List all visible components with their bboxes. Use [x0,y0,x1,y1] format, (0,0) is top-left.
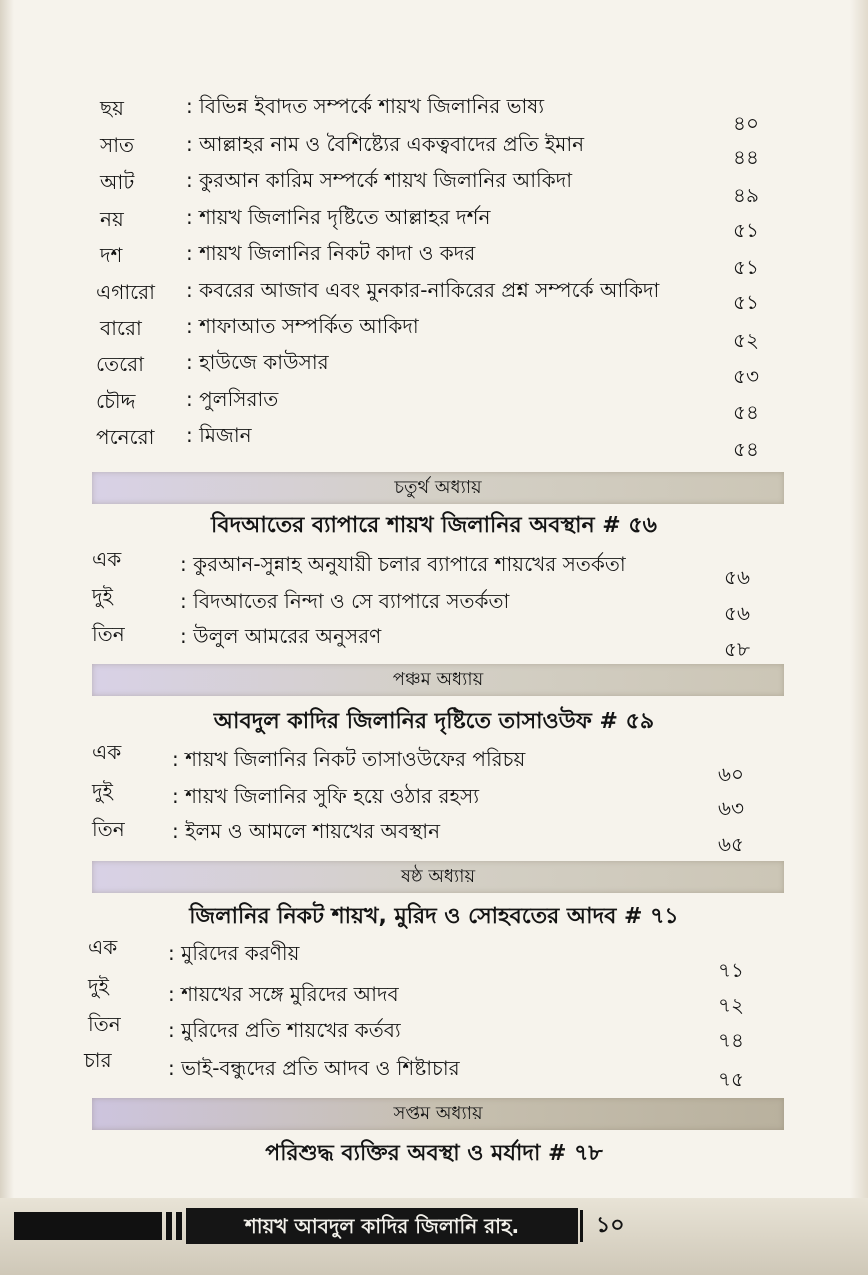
toc-title[interactable]: : শায়খ জিলানির দৃষ্টিতে আল্লাহর দর্শন [186,205,491,229]
toc-title[interactable]: : শায়খ জিলানির সুফি হয়ে ওঠার রহস্য [172,784,480,808]
toc-title[interactable]: : পুলসিরাত [186,387,279,411]
toc-page: ৫৪ [733,400,759,424]
chapter-5-band: পঞ্চম অধ্যায় [92,664,784,696]
toc-title[interactable]: : মিজান [186,423,252,447]
chapter-7-title[interactable]: পরিশুদ্ধ ব্যক্তির অবস্থা ও মর্যাদা # ৭৮ [265,1141,603,1166]
toc-title[interactable]: : ইলম ও আমলে শায়খের অবস্থান [172,819,441,843]
chapter-7-band: সপ্তম অধ্যায় [92,1098,784,1130]
toc-title[interactable]: : ভাই-বন্ধুদের প্রতি আদব ও শিষ্টাচার [168,1056,460,1080]
page-edge-right [850,0,868,1275]
toc-title[interactable]: : শায়খ জিলানির নিকট কাদা ও কদর [186,241,476,265]
toc-page: ৫১ [733,290,759,314]
footer-black-bar [14,1212,162,1240]
toc-label: বারো [100,316,142,340]
toc-label: সাত [100,133,135,157]
toc-label: তিন [88,1012,121,1036]
toc-title[interactable]: : হাউজে কাউসার [186,350,329,374]
toc-title[interactable]: : শায়খ জিলানির নিকট তাসাওউফের পরিচয় [172,747,526,771]
chapter-5-title[interactable]: আবদুল কাদির জিলানির দৃষ্টিতে তাসাওউফ # ৫৯ [213,709,655,734]
toc-label: এক [88,935,118,959]
toc-page: ৬৫ [718,832,744,856]
toc-title[interactable]: : কবরের আজাব এবং মুনকার-নাকিরের প্রশ্ন সম্পর্কে আকিদা [186,278,660,302]
toc-page: ৫৮ [724,637,750,661]
toc-page: ৪৪ [733,145,759,169]
toc-page: ৬০ [718,762,745,786]
chapter-4-title[interactable]: বিদআতের ব্যাপারে শায়খ জিলানির অবস্থান # ৫৬ [211,513,657,538]
toc-title[interactable]: : শায়খের সঙ্গে মুরিদের আদব [168,982,399,1006]
toc-page: ৫৪ [733,437,759,461]
toc-label: চৌদ্দ [96,389,136,413]
toc-title[interactable]: : শাফাআত সম্পর্কিত আকিদা [186,314,419,338]
footer-separator [580,1210,583,1242]
toc-label: চার [84,1048,112,1072]
chapter-6-band: ষষ্ঠ অধ্যায় [92,861,784,893]
toc-label: নয় [100,207,124,231]
toc-label: তিন [92,817,125,841]
toc-label: এগারো [96,280,155,304]
footer-page-number: ১০ [596,1213,625,1238]
toc-page: ৫৩ [733,364,759,388]
toc-title[interactable]: : মুরিদের প্রতি শায়খের কর্তব্য [168,1018,401,1042]
toc-page: ৭৫ [718,1067,744,1091]
toc-page: ৫৬ [724,601,750,625]
toc-page: ৭২ [718,993,745,1017]
toc-page: ৫১ [733,218,759,242]
page-edge-left [0,0,14,1275]
toc-title[interactable]: : মুরিদের করণীয় [168,941,300,965]
toc-page: ৪৯ [733,183,759,207]
toc-label: এক [92,740,122,764]
toc-page: ৭৪ [718,1028,744,1052]
toc-title[interactable]: : বিভিন্ন ইবাদত সম্পর্কে শায়খ জিলানির ভাষ্য [186,94,545,118]
toc-page: ৫২ [733,328,759,352]
chapter-4-band: চতুর্থ অধ্যায় [92,472,784,504]
footer-book-title: শায়খ আবদুল কাদির জিলানি রাহ. [186,1208,578,1244]
toc-label: আট [100,170,135,194]
toc-page: ৬৩ [718,796,745,820]
toc-label: ছয় [100,96,124,120]
toc-page: ৭১ [718,958,744,982]
chapter-6-title[interactable]: জিলানির নিকট শায়খ, মুরিদ ও সোহবতের আদব # ৭১ [189,904,679,929]
toc-label: তেরো [96,352,144,376]
toc-page: ৫৬ [724,565,750,589]
toc-label: দুই [92,584,113,608]
toc-page: ৫১ [733,255,759,279]
toc-title[interactable]: : আল্লাহর নাম ও বৈশিষ্ট্যের একত্ববাদের প্রতি ইমান [186,132,585,156]
toc-label: পনেরো [96,425,155,449]
toc-label: দুই [92,779,113,803]
toc-title[interactable]: : কুরআন-সুন্নাহ অনুযায়ী চলার ব্যাপারে শায়খের সতর্কতা [180,552,626,576]
toc-title[interactable]: : উলুল আমরের অনুসরণ [180,624,382,648]
toc-label: এক [92,547,122,571]
toc-page: ৪০ [733,111,759,135]
toc-title[interactable]: : বিদআতের নিন্দা ও সে ব্যাপারে সতর্কতা [180,589,510,613]
toc-label: দুই [88,974,109,998]
toc-label: তিন [92,622,125,646]
toc-title[interactable]: : কুরআন কারিম সম্পর্কে শায়খ জিলানির আকিদা [186,168,573,192]
toc-label: দশ [100,243,123,267]
